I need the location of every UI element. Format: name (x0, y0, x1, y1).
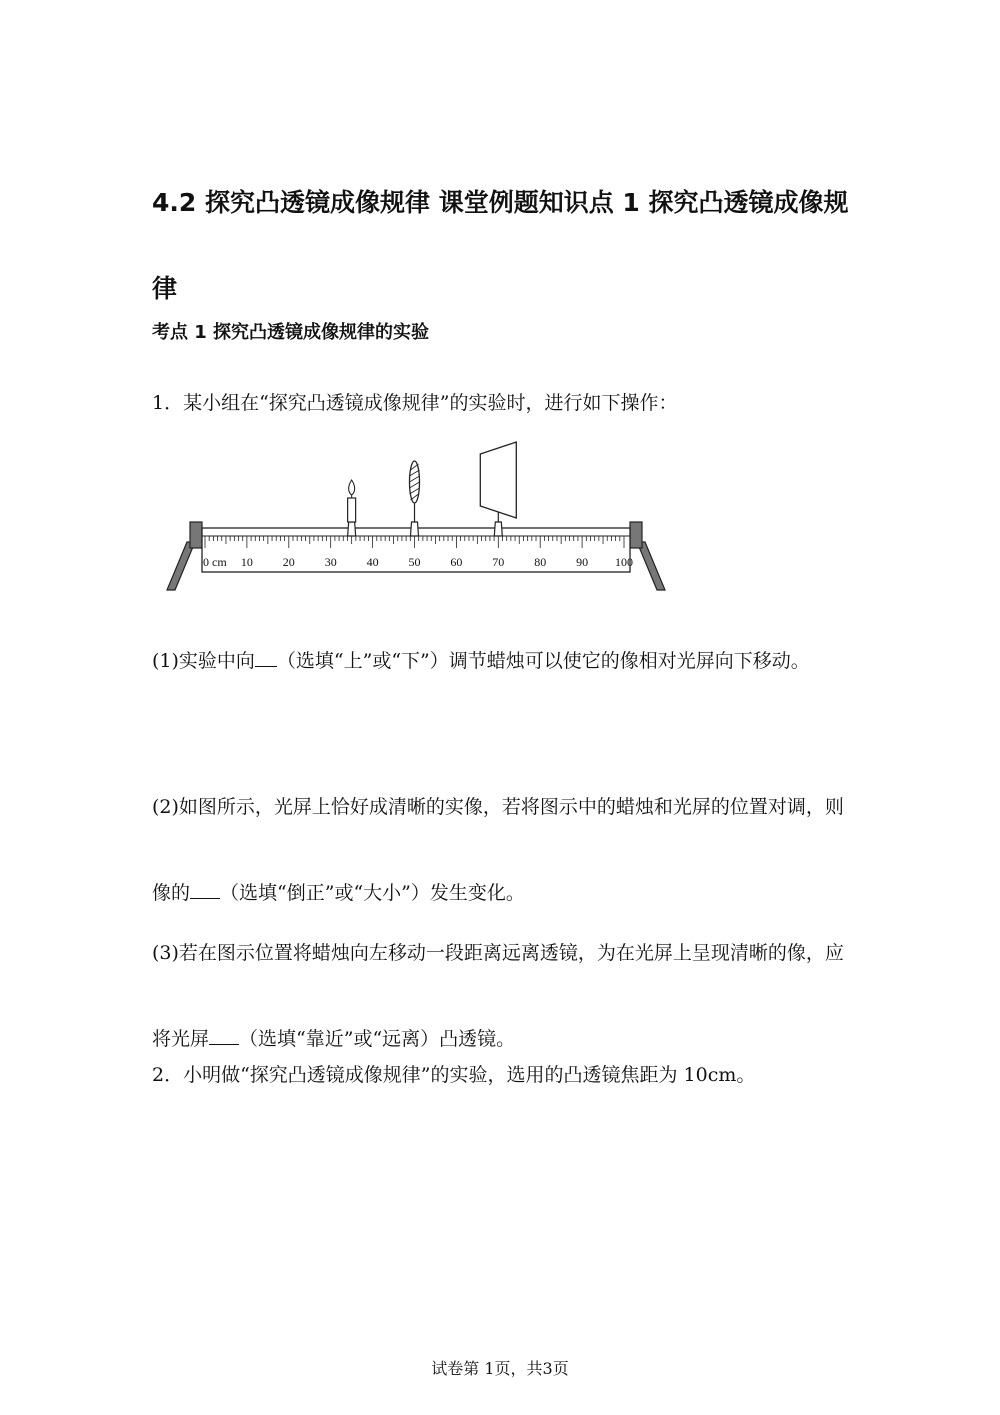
right-leg (637, 542, 665, 590)
part-3-text-a: (3)若在图示位置将蜡烛向左移动一段距离远离透镜，为在光屏上呈现清晰的像，应将光屏 (152, 942, 844, 1050)
part-3-text-b: （选填“靠近”或“远离）凸透镜。 (239, 1028, 516, 1050)
scale-label: 20 (282, 555, 295, 569)
scale-label: 30 (324, 555, 337, 569)
scale-label: 90 (576, 555, 589, 569)
scale-unit-label: 0 cm (203, 555, 227, 569)
question-2-stem: 2．小明做“探究凸透镜成像规律”的实验，选用的凸透镜焦距为 10cm。 (152, 1064, 756, 1086)
answer-blank-3[interactable] (209, 1043, 239, 1045)
page-footer: 试卷第 1页，共3页 (431, 1359, 569, 1378)
convex-lens (410, 461, 420, 536)
optical-bench-figure (165, 440, 670, 595)
scale-label: 80 (534, 555, 547, 569)
left-leg (167, 542, 195, 590)
light-screen (480, 442, 516, 536)
question-1-part-3 (152, 910, 862, 1082)
page-title: 4.2 探究凸透镜成像规律 课堂例题知识点 1 探究凸透镜成像规律 (152, 188, 849, 303)
part-1-text-a: (1)实验中向 (152, 650, 255, 672)
question-1-part-1 (152, 618, 862, 704)
part-2-text-b: （选填“倒正”或“大小”）发生变化。 (220, 882, 525, 904)
scale-label: 50 (408, 555, 421, 569)
candle (348, 480, 356, 536)
part-1-text-b: （选填“上”或“下”）调节蜡烛可以使它的像相对光屏向下移动。 (276, 650, 810, 672)
left-post (190, 522, 202, 548)
section-heading: 考点 1 探究凸透镜成像规律的实验 (152, 322, 430, 343)
question-1-stem: 1．某小组在“探究凸透镜成像规律”的实验时，进行如下操作： (152, 392, 678, 414)
right-post (630, 522, 642, 548)
scale-label: 60 (450, 555, 463, 569)
scale-label: 70 (492, 555, 505, 569)
scale-label: 10 (240, 555, 253, 569)
scale-label: 100 (615, 555, 633, 569)
scale-label: 40 (366, 555, 379, 569)
answer-blank-2[interactable] (190, 897, 220, 899)
part-2-text-a: (2)如图所示，光屏上恰好成清晰的实像，若将图示中的蜡烛和光屏的位置对调，则像的 (152, 796, 844, 904)
answer-blank-1[interactable] (255, 665, 277, 667)
